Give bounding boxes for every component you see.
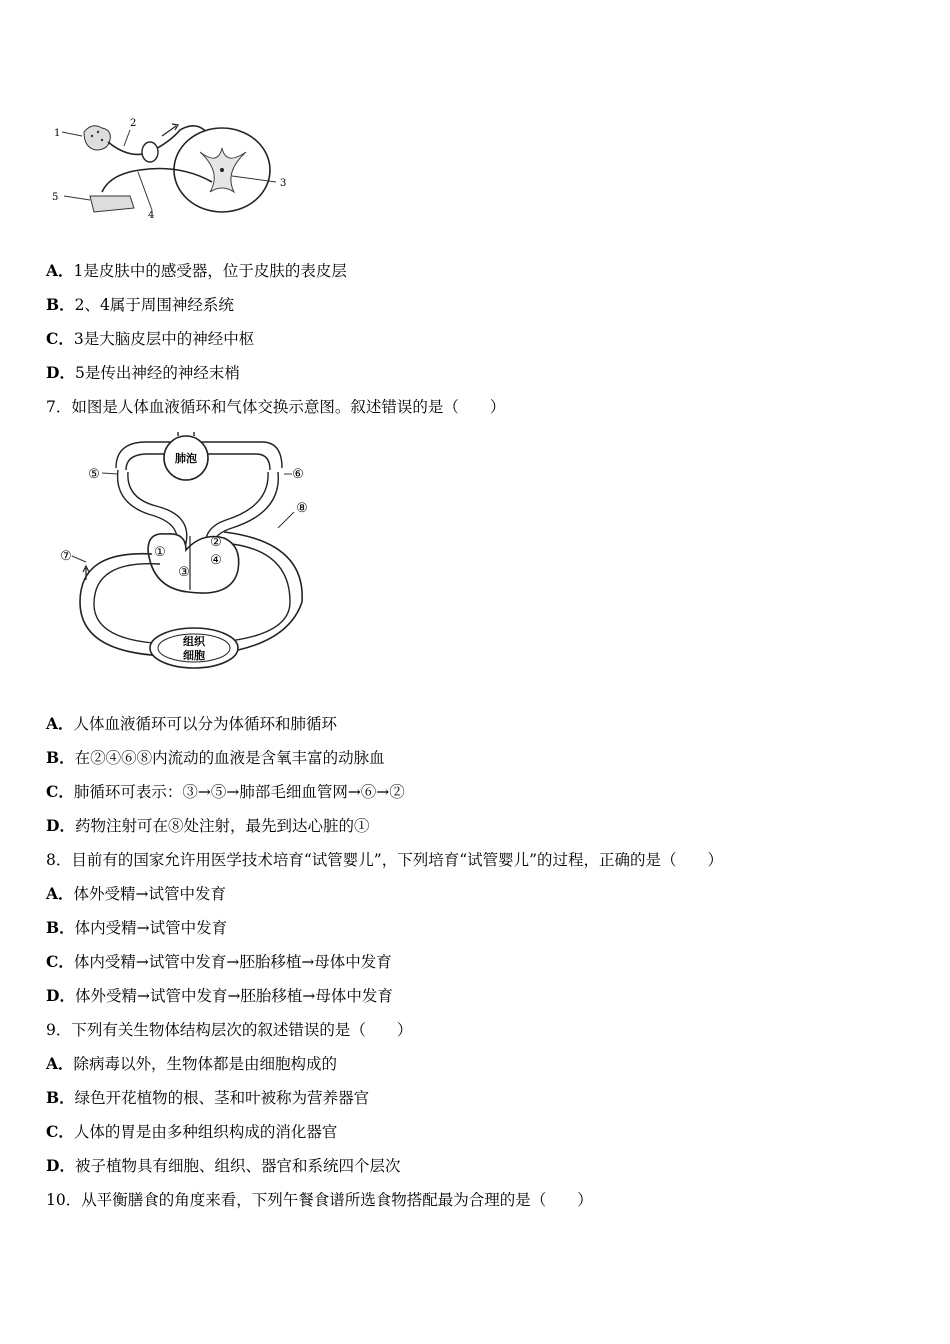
heart bbox=[148, 534, 239, 593]
q6-option-b: B．2、4属于周围神经系统 bbox=[46, 295, 234, 314]
marker-4: ④ bbox=[210, 553, 222, 568]
marker-3: ③ bbox=[178, 565, 190, 580]
q9-option-d: D．被子植物具有细胞、组织、器官和系统四个层次 bbox=[46, 1156, 401, 1175]
q7-option-a: A．人体血液循环可以分为体循环和肺循环 bbox=[46, 714, 338, 733]
q7-stem: 7．如图是人体血液循环和气体交换示意图。叙述错误的是（ ） bbox=[46, 398, 506, 416]
q8-option-c: C．体内受精→试管中发育→胚胎移植→母体中发育 bbox=[46, 952, 392, 971]
q8-option-a: A．体外受精→试管中发育 bbox=[46, 884, 227, 903]
label-5: 5 bbox=[52, 192, 59, 203]
marker-5: ⑤ bbox=[88, 467, 100, 482]
ganglion bbox=[142, 142, 158, 162]
marker-2: ② bbox=[210, 535, 222, 550]
label-1: 1 bbox=[54, 128, 61, 139]
marker-6: ⑥ bbox=[292, 467, 304, 482]
q9-option-a: A．除病毒以外，生物体都是由细胞构成的 bbox=[46, 1054, 338, 1073]
circulation-diagram bbox=[56, 432, 318, 680]
q6-option-d: D．5是传出神经的神经末梢 bbox=[46, 363, 240, 382]
reflex-arc-figure bbox=[50, 112, 300, 222]
circulation-figure bbox=[56, 432, 318, 680]
label-4: 4 bbox=[148, 210, 155, 221]
effector-shape bbox=[90, 196, 134, 212]
q7-option-d: D．药物注射可在⑧处注射，最先到达心脏的① bbox=[46, 816, 370, 835]
q6-option-a: A．1是皮肤中的感受器，位于皮肤的表皮层 bbox=[46, 261, 347, 280]
q6-option-c: C．3是大脑皮层中的神经中枢 bbox=[46, 329, 255, 348]
q9-stem: 9．下列有关生物体结构层次的叙述错误的是（ ） bbox=[46, 1021, 413, 1039]
label-3: 3 bbox=[280, 178, 287, 189]
marker-8: ⑧ bbox=[296, 501, 308, 516]
q9-option-b: B．绿色开花植物的根、茎和叶被称为营养器官 bbox=[46, 1088, 370, 1107]
alveoli-label: 肺泡 bbox=[175, 452, 197, 465]
marker-1: ① bbox=[154, 545, 166, 560]
q10-stem: 10．从平衡膳食的角度来看，下列午餐食谱所选食物搭配最为合理的是（ ） bbox=[46, 1191, 593, 1209]
tissue-label-2: 细胞 bbox=[183, 649, 205, 662]
marker-7: ⑦ bbox=[60, 549, 72, 564]
receptor-shape bbox=[84, 126, 110, 150]
q8-stem: 8．目前有的国家允许用医学技术培育“试管婴儿”，下列培育“试管婴儿”的过程，正确的是（ ） bbox=[46, 851, 724, 869]
reflex-arc-diagram bbox=[50, 112, 300, 222]
tissue-label-1: 组织 bbox=[183, 635, 205, 648]
q9-option-c: C．人体的胃是由多种组织构成的消化器官 bbox=[46, 1122, 338, 1141]
q7-option-c: C．肺循环可表示：③→⑤→肺部毛细血管网→⑥→② bbox=[46, 782, 405, 801]
label-2: 2 bbox=[130, 118, 137, 129]
q8-option-b: B．体内受精→试管中发育 bbox=[46, 918, 228, 937]
q8-option-d: D．体外受精→试管中发育→胚胎移植→母体中发育 bbox=[46, 986, 393, 1005]
q7-option-b: B．在②④⑥⑧内流动的血液是含氧丰富的动脉血 bbox=[46, 748, 385, 767]
